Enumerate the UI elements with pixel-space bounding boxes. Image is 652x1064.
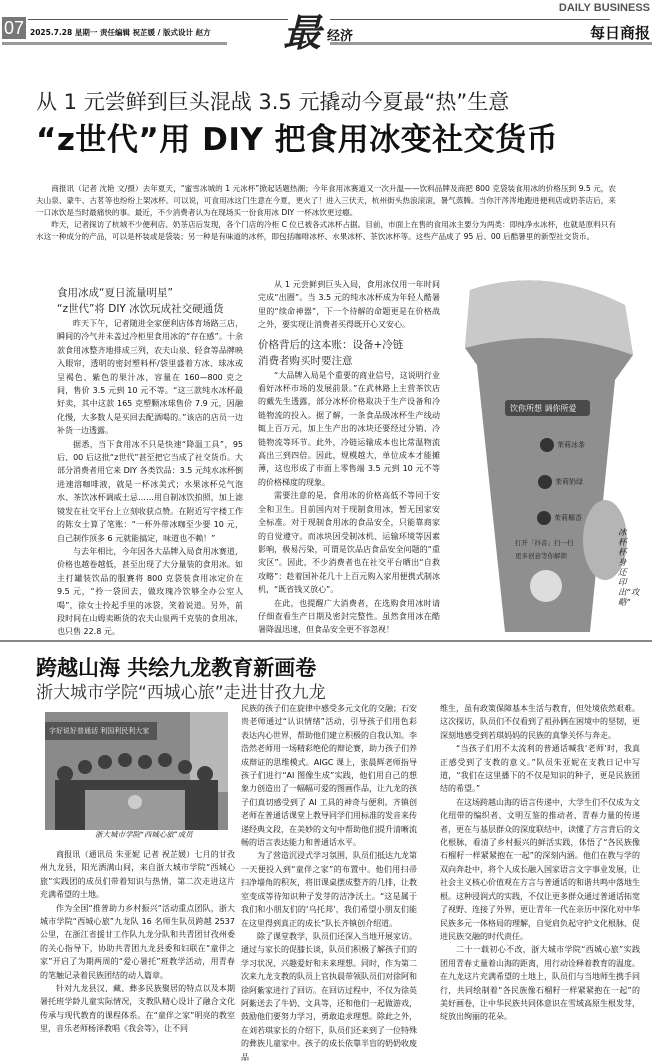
paragraph: 二十一载初心不改，浙大城市学院“西城心旅”实践团用青春丈量着山海的距离，用行动诠释着教育的温度。在九龙这片充满希望的土地上，队员们与当地师生携手同行，共同绘制着“各民族像石榴籽一样紧紧抱在一起”的美好画卷，让中华民族共同体意识在雪域高原生根发芽，绽放出绚丽的花朵。 <box>440 945 640 1022</box>
paragraph: “当孩子们用不太流利的普通话喊我‘老师’时，我真正感受到了支教的意义。”队员朱亚妮在支教日记中写道，“我们在这里播下的不仅是知识的种子，更是民族团结的希望。” <box>440 744 640 794</box>
paragraph: 昨天，记者探访了杭城不少便利店、奶茶店后发现，各个门店的冷柜 C 位已被各式冰杯占据。目前，市面上在售的食用冰主要分为两类：即纯净水冰杯，也就是原料只有水这一种成分的产品，可以是杯装或是袋装；另一种是有味道的冰杯，即包括咖啡冰杯、水果冰杯、茶饮冰杯等。这些产品成了 95 后、00 后酷暑里的新型社交货币。 <box>36 220 616 241</box>
paper-name: 每日商报 <box>589 24 650 42</box>
article1-col2 <box>258 278 440 637</box>
cup-cta: 更多创意等你解锁 <box>515 552 567 560</box>
headline: 跨越山海 共绘九龙教育新画卷 <box>36 656 317 680</box>
section-name: 经济 <box>327 29 354 44</box>
cup-flavor: 茉莉冰茶 <box>557 441 585 449</box>
paragraph: 维生，虽有政策保障基本生活与教育，但处境依然艰难。这次探访，队员们不仅看到了祖孙俩在困境中的坚韧，更深刻地感受到若琪妈妈的民族的真挚关怀与奔走。 <box>440 704 640 740</box>
paragraph: 民族的孩子们在旋律中感受多元文化的交融；石安贵老师通过“认识情绪”活动，引导孩子们用色彩表达内心世界，帮助他们建立积极的自我认知。李浩然老师用一场精彩绝伦的辩论赛，助力孩子们养成辩证的思维模式。AIGC 课上，张晨辉老师指导孩子们进行“AI 图像生成”实践，他们用自己的想象力创造出了一幅幅可爱的图画作品，让九龙的孩子们真切感受到了 AI 工具的神奇与便利。齐镇创老师在普通话课堂上教导同学们用标准的发音来传递经典文段，在美妙的文句中帮助他们提升清晰流畅的语言表达能力和普通话水平。 <box>241 704 417 848</box>
article2-col2 <box>241 702 417 1064</box>
cup-flavor: 茉莉椰香 <box>554 514 582 522</box>
ice-cup-photo <box>455 270 640 635</box>
header-rule <box>330 19 610 20</box>
subheading: “z世代”将 DIY 冰饮玩成社交硬通货 <box>57 303 224 315</box>
photo-banner: 字好说好普通话 利国利民利大家 <box>45 722 157 740</box>
subheading: 消费者购买时要注意 <box>258 354 353 367</box>
photo-caption: 浙大城市学院“西城心旅”成员 <box>95 830 193 839</box>
paragraph: 从 1 元尝鲜到巨头入局，食用冰仅用一年时间完成“出圈”。当 3.5 元的纯水冰杯成为年轻人酷暑里的“续命神器”，下一个待解的命题更是在价格战之外，要实现让消费者买得既开心又安心。 <box>258 280 440 330</box>
cup-slogan: 饮你所想 调你所爱 <box>510 404 577 413</box>
subheading: 食用冰成“夏日流量明星” <box>57 287 173 299</box>
issue-meta: 2025.7.28 星期一 责任编辑 祝芷媛 / 版式设计 赵方 <box>30 28 211 37</box>
article2-col3 <box>440 702 640 1024</box>
page-number: 07 <box>3 18 25 38</box>
english-name: DAILY BUSINESS <box>558 2 650 14</box>
cup-cta: 打开「抖音」扫一扫 <box>515 539 574 547</box>
headline: “z世代”用 DIY 把食用冰变社交货币 <box>36 122 559 158</box>
paragraph: “大品牌入局是个重要的商业信号，这说明行业看好冰杯市场的发展前景。”在武林路上主营茶饮店的戴先生透露，部分冰杯价格取决于生产设备和冷链物流的投入。据了解，一条食品级冰杯生产线动辄上百万元，加上生产出的冰块还要经过分销、冷链物流等环节。此外，冷链运输成本也比常温物流高出三到四倍。因此，规模越大，单位成本才能摊薄，这也形成了市面上零售端 3.5 元到 10 元不等的价格梯度的现象。 <box>258 370 440 487</box>
paragraph: 昨天下午，记者随进全家便利店体育场路三店，瞬间的冷气并未盖过冷柜里食用冰的“存在感”。十余款食用冰整齐地排成三列，农夫山泉、轻食等品牌映入眼帘，透明的密封塑料杯/袋里盛着方冰、球冰或呈褐色、紫色的果汁冰，容量在 160—800 克之间，售价 3.5 元到 10 元不等。“这三款纯水冰杯最好卖，其中这款 165 克塑颗冰球售价 7.9 元，因融化慢，大多数人是买回去配酒喝的。”该店的店员一边补货一边透露。 <box>57 319 243 436</box>
article1-col1 <box>57 285 243 639</box>
paragraph: 商报讯（通讯员 朱亚妮 记者 祝芷媛）七月的甘孜州九龙县，阳光洒满山间，来自浙大城市学院“西城心旅”实践团的成员们带着知识与热情，第二次走进这片充满希望的土地。 <box>40 850 235 900</box>
paragraph: 为了营造沉浸式学习氛围，队员们抵达九龙第一天便投入到“童伴之家”的布置中。他们用扫帚扫净墙角的积灰，将旧课桌摆成整齐的几排，让教室变成等待知识种子发芽的洁净沃土。“这是属于我们和小朋友们的‘乌托邦’，我们希望小朋友们能在这里得到真正的成长”队长齐镇创介绍道。 <box>241 851 417 928</box>
kicker: 从 1 元尝鲜到巨头混战 3.5 元撬动今夏最“热”生意 <box>36 90 510 114</box>
photo-caption: 冰杯杯身还印出“攻略” <box>618 528 640 608</box>
article-divider <box>0 640 652 642</box>
group-photo <box>45 712 228 830</box>
header-rule <box>28 19 288 20</box>
header-bar <box>2 42 227 45</box>
subheading: 价格背后的这本账：设备+冷链 <box>258 338 404 351</box>
paragraph: 作为全国“推普助力乡村振兴”活动重点团队，浙大城市学院“西城心旅”九龙队 16 名师生队员跨越 2537 公里，在浙江省援甘工作队九龙分队和共青团甘孜州委的关心指导下，协助共青团九龙县委和妇联在“童伴之家”开启了为期两周的“爱心暑托”班教学活动，用青春的笔触记录着民族团结的动人篇章。 <box>40 903 235 980</box>
paragraph: 在这场跨越山海的语言传递中，大学生们不仅成为文化纽带的编织者、文明互鉴的推动者、青春力量的传递者，更在与基层群众的深度联结中，读懂了方言背后的文化根脉，看清了乡村振兴的鲜活实践，体悟了“各民族像石榴籽一样紧紧抱在一起”的深刻内涵。他们在教与学的双向奔赴中，将个人成长融入国家语言文字事业发展，让社会主义核心价值观在方言与普通话的和谐共鸣中落地生根。这种浸润式的实践，不仅让更多群众通过普通话拓宽了视野、连接了外界，更让青年一代在亲历中深化对中华民族多元一体格局的理解，自觉肩负起守护文化根脉、促进民族交融的时代责任。 <box>440 797 640 941</box>
paragraph: 在此，也提醒广大消费者，在选购食用冰时请仔细查看生产日期及密封完整性。虽然食用冰在酷暑降温迅速，但食品安全更不容忽视！ <box>258 598 440 635</box>
paragraph: 除了课堂教学，队员们还深入当地开展家访。通过与家长的促膝长谈，队员们积极了解孩子们的学习状况、兴趣爱好和未来理想。同时，作为第二次来九龙支教的队员上官执晨带领队员们对徐阿和徐阿紫家进行了回访。在回访过程中，不仅为徐英阿紫送去了牛奶、文具等，还和他们一起做游戏，鼓励他们要努力学习，勇敢追求理想。除此之外，在刘若琪家长的介绍下，队员们还来到了一位特殊的彝族儿童家中。孩子的成长依靠半盲的奶奶收废品 <box>241 931 417 1062</box>
cup-flavor: 茉莉奶绿 <box>555 478 583 486</box>
paragraph: 据悉，当下食用冰不只是快速“降温工具”，95 后、00 后这批“z世代”甚至把它当成了社交货币。大部分消费者用它来 DIY 各类饮品：3.5 元纯水冰杯倒进速溶咖啡液，就是一杯冰美式；水果冰杯兑气泡水、茶饮冰杯调威士忌……用自制冰饮拍照，加上滤镜发在社交平台上立刻收获点赞。在附近写字楼工作的陈女士算了笔账：“一杯外带冰咖至少要 10 元，自己制作顶多 6 元就能搞定，味道也不赖！” <box>57 439 243 543</box>
paragraph: 与去年相比，今年因各大品牌入局食用冰赛道，价格也越卷越低，甚至出现了大分量装的食用冰。如主打罐装饮品的服賽将 800 克袋装食用冰定价在 9.5 元，“拎一袋回去，做玫瑰冷饮够全办公室人喝”，徐女士拎起手里的冰袋，笑着说道。另外，前段时间在山姆卖断货的农夫山泉两千克装的食用冰，也只售 22.8 元。 <box>57 546 243 637</box>
paragraph: 需要注意的是，食用冰的价格高低不等同于安全和卫生。目前国内对于现制食用冰，暂无国家安全标准。对于现制食用冰的食品安全，只能靠商家的自觉遵守。而冰块因受制冰机、运输环境等因素影响，极易污染，可谓是饮品店食品安全问题的“重灾区”。因此，不少消费者也在社交平台晒出“自救攻略”：趁着国补花几十上百元购入家用便携式制冰机，“既省钱又放心”。 <box>258 491 440 595</box>
paragraph: 商报讯（记者 沈艳 文/摄）去年夏天，“蜜雪冰城的 1 元冰杯”掀起话题热潮；今年食用冰赛道又一次升温——饮料品牌及商把 800 克袋装食用冰的价格压到 9.5 元，农夫山泉、蒙牛、古茗等也纷纷上架冰杯。可以说，可食用冰这门生意在今夏，更火了！进入三伏天，杭州街头热浪滚滚，暑气蒸腾。当你汗涔涔地跑进便利店或奶茶店后，来一口冰饮是当时最痛快的事。最近，不少消费者认为在现场买一份食用冰 DIY 一杯冰饮更过瘾。 <box>36 184 616 217</box>
paragraph: 针对九龙县汉、藏、彝多民族聚居的特点以及本期暑托班学龄儿童实际情况，支教队精心设计了融合文化传承与现代教育的课程体系。在“童伴之家”明亮的教室里，音乐老师杨泽教唱《我会等》，让不同 <box>40 984 235 1034</box>
section-logo: 最 <box>283 10 322 55</box>
subheadline: 浙大城市学院“西城心旅”走进甘孜九龙 <box>36 683 326 703</box>
article2-col1 <box>40 848 235 1036</box>
lead-text <box>36 183 616 243</box>
